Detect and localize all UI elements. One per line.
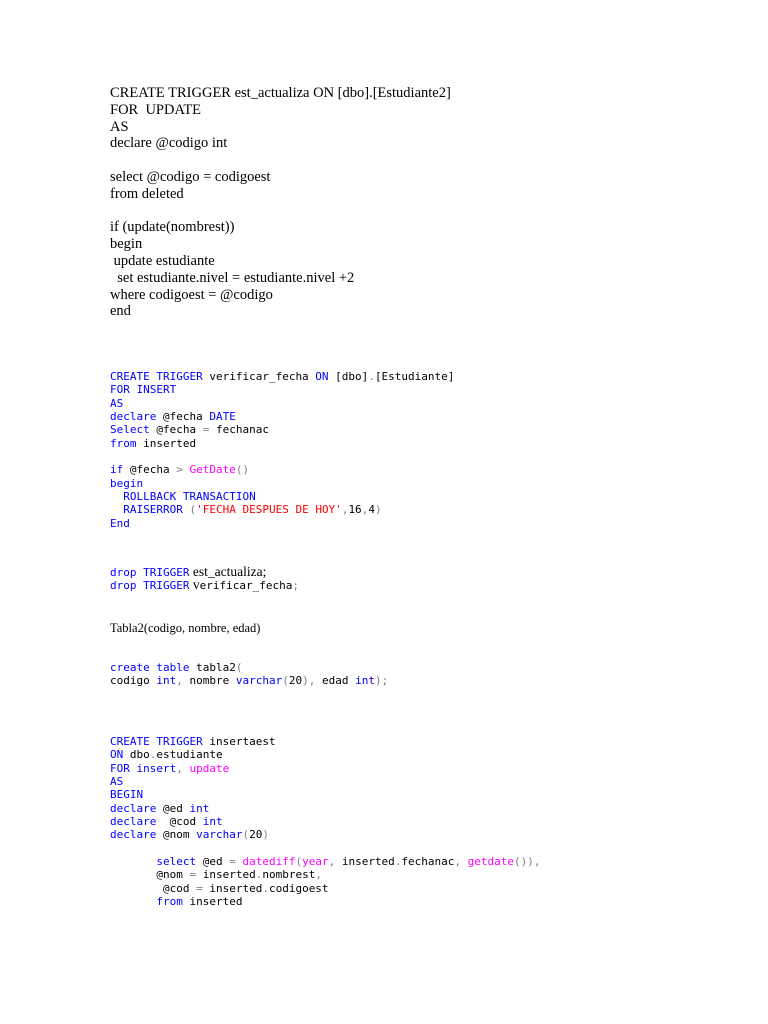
code-token: CREATE TRIGGER bbox=[110, 735, 203, 748]
code-token: erificar_fecha bbox=[215, 370, 309, 383]
code-line: select @codigo = codigoest bbox=[110, 168, 271, 185]
code-line bbox=[110, 802, 541, 815]
code-token: 20 bbox=[288, 674, 303, 688]
code-token: . bbox=[394, 855, 402, 869]
code-token: drop bbox=[110, 566, 137, 579]
code-token: BEGIN bbox=[110, 788, 144, 802]
code-token: from bbox=[110, 895, 183, 909]
code-line bbox=[110, 410, 454, 423]
code-token: Select bbox=[110, 423, 150, 437]
code-token: insertaest bbox=[202, 735, 276, 748]
code-token: . bbox=[149, 748, 157, 762]
code-token: , bbox=[176, 674, 183, 688]
code-token: int bbox=[202, 815, 223, 829]
code-line bbox=[110, 517, 454, 530]
blank-line bbox=[110, 842, 541, 855]
code-token: AS bbox=[110, 775, 124, 789]
code-line: if (update(nombrest)) bbox=[110, 219, 235, 236]
code-line bbox=[110, 397, 454, 410]
code-token: @fecha bbox=[156, 410, 210, 424]
code-token: insert bbox=[129, 761, 177, 775]
code-token: edad bbox=[315, 674, 356, 688]
code-token: ), bbox=[302, 674, 316, 688]
code-token: > bbox=[176, 463, 183, 477]
blank-line bbox=[110, 203, 451, 220]
code-token: ; bbox=[292, 579, 299, 593]
code-token: ( bbox=[295, 855, 303, 869]
code-line bbox=[110, 895, 541, 908]
code-token: if bbox=[110, 463, 124, 477]
code-token: nombrest bbox=[262, 868, 316, 882]
code-token: = bbox=[196, 881, 203, 895]
code-token: codigoest bbox=[268, 881, 329, 895]
code-line: FOR UPDATE bbox=[110, 101, 202, 118]
code-token: select bbox=[110, 855, 197, 869]
code-token: TRIGGER bbox=[136, 566, 190, 579]
code-token: inserted bbox=[202, 881, 263, 895]
code-token: @nom bbox=[156, 828, 197, 842]
code-token bbox=[461, 855, 468, 868]
code-token: ROLLBACK TRANSACTION bbox=[110, 490, 256, 504]
code-token: [Estudiante] bbox=[374, 370, 455, 383]
code-line bbox=[110, 762, 541, 775]
code-line bbox=[110, 503, 454, 516]
code-line bbox=[110, 775, 541, 788]
code-line bbox=[110, 490, 454, 503]
code-line bbox=[110, 868, 541, 881]
code-token: from bbox=[110, 436, 137, 450]
code-token: [dbo] bbox=[328, 370, 369, 383]
code-line bbox=[110, 565, 299, 578]
code-token: = bbox=[229, 855, 236, 869]
code-token: estudiante bbox=[156, 748, 223, 762]
code-token: DATE bbox=[209, 410, 236, 424]
code-line bbox=[110, 383, 454, 396]
code-token: drop bbox=[110, 579, 137, 593]
code-token: est_actualiza; bbox=[189, 564, 267, 579]
code-token: CREATE TRIGGER bbox=[110, 370, 203, 383]
code-token: 4 bbox=[368, 503, 375, 517]
code-token: @ed bbox=[196, 855, 230, 869]
code-token: @ed bbox=[156, 801, 190, 815]
code-line bbox=[110, 578, 299, 591]
trigger-est-actualiza-block bbox=[110, 85, 451, 320]
code-line: where codigoest = @codigo bbox=[110, 286, 273, 303]
code-token: int bbox=[156, 674, 177, 688]
code-token: ( bbox=[182, 503, 197, 517]
code-token: , bbox=[341, 503, 349, 517]
code-token: . bbox=[262, 881, 269, 895]
code-token: nombre bbox=[182, 674, 236, 688]
code-token: 'FECHA DESPUES DE HOY' bbox=[196, 503, 342, 517]
code-line bbox=[110, 423, 454, 436]
drop-triggers-block bbox=[110, 565, 299, 592]
code-token: = bbox=[202, 423, 210, 437]
code-line bbox=[110, 674, 388, 687]
code-token: inserted bbox=[182, 895, 243, 909]
code-token: TRIGGER bbox=[136, 579, 190, 593]
code-token: begin bbox=[110, 476, 144, 490]
code-token: End bbox=[110, 516, 130, 530]
code-token: ()), bbox=[514, 855, 541, 869]
code-token: , bbox=[315, 868, 322, 882]
code-line bbox=[110, 882, 541, 895]
code-token: varchar bbox=[196, 828, 243, 842]
code-token: 20 bbox=[249, 828, 263, 842]
code-token: ); bbox=[374, 674, 389, 688]
code-token: ( bbox=[282, 674, 289, 688]
code-token: codigo bbox=[110, 674, 157, 688]
code-token: FOR INSERT bbox=[110, 383, 177, 397]
code-token: create bbox=[110, 661, 150, 674]
code-token: AS bbox=[110, 396, 124, 410]
code-token: tabla2 bbox=[189, 661, 236, 674]
code-token: declare bbox=[110, 410, 157, 424]
code-token: int bbox=[189, 801, 210, 815]
code-line bbox=[110, 370, 454, 383]
code-line: from deleted bbox=[110, 185, 184, 202]
code-line: update estudiante bbox=[110, 252, 215, 269]
code-line bbox=[110, 437, 454, 450]
code-token: year bbox=[302, 855, 329, 869]
code-token: update bbox=[182, 761, 230, 775]
code-token: inserted bbox=[335, 855, 395, 869]
code-token: . bbox=[368, 370, 375, 383]
code-token: declare bbox=[110, 801, 157, 815]
code-token: ) bbox=[262, 828, 269, 842]
code-line: declare @codigo int bbox=[110, 135, 228, 152]
code-token: () bbox=[235, 463, 250, 477]
code-token: declare bbox=[110, 828, 157, 842]
code-token: , bbox=[454, 855, 462, 869]
code-line bbox=[110, 477, 454, 490]
code-token: = bbox=[189, 868, 197, 882]
blank-line bbox=[110, 450, 454, 463]
code-token: fechanac bbox=[401, 855, 455, 869]
code-line: end bbox=[110, 303, 131, 320]
code-token: v bbox=[202, 370, 216, 383]
code-token: ( bbox=[242, 828, 250, 842]
code-token: , bbox=[328, 855, 336, 869]
code-line: AS bbox=[110, 118, 129, 135]
code-line: set estudiante.nivel = estudiante.nivel +2 bbox=[110, 269, 355, 286]
code-line bbox=[110, 748, 541, 761]
code-token: , bbox=[176, 761, 183, 775]
code-line bbox=[110, 661, 388, 674]
code-line bbox=[110, 735, 541, 748]
code-token: dbo bbox=[123, 748, 150, 762]
code-token: GetDate bbox=[189, 463, 236, 477]
code-line bbox=[110, 463, 454, 476]
code-token: getdate bbox=[467, 855, 515, 869]
create-table-block bbox=[110, 661, 388, 688]
code-token: @nom bbox=[110, 868, 190, 882]
code-token: inserted bbox=[196, 868, 256, 882]
code-token: , bbox=[361, 503, 369, 517]
trigger-insertaest-block bbox=[110, 735, 541, 908]
code-token: ( bbox=[235, 661, 243, 674]
code-token: 16 bbox=[348, 503, 362, 517]
code-line bbox=[110, 788, 541, 801]
code-token: fechanac bbox=[209, 423, 269, 437]
code-token: int bbox=[355, 674, 375, 688]
code-token: datediff bbox=[242, 855, 296, 869]
code-line bbox=[110, 855, 541, 868]
code-token: @cod bbox=[110, 881, 197, 895]
code-line bbox=[110, 815, 541, 828]
code-token: declare bbox=[110, 815, 157, 829]
code-line: CREATE TRIGGER est_actualiza ON [dbo].[Estudiante2] bbox=[110, 85, 451, 101]
blank-line bbox=[110, 152, 451, 169]
code-token: FOR bbox=[110, 761, 130, 775]
code-token: @cod bbox=[156, 815, 203, 829]
code-line bbox=[110, 828, 541, 841]
code-token: ) bbox=[374, 503, 382, 517]
code-token: varchar bbox=[235, 674, 283, 688]
tabla2-description: Tabla2(codigo, nombre, edad) bbox=[110, 621, 261, 635]
code-token: erificar_fecha bbox=[199, 579, 293, 593]
code-token: RAISERROR bbox=[110, 503, 183, 517]
code-token: @fecha bbox=[149, 423, 203, 437]
code-token: @fecha bbox=[123, 463, 177, 477]
trigger-verificar-fecha-block bbox=[110, 370, 454, 530]
code-token: table bbox=[149, 661, 190, 674]
code-token: v bbox=[189, 577, 200, 593]
code-token: inserted bbox=[136, 436, 197, 450]
code-line: begin bbox=[110, 236, 143, 253]
code-token: ON bbox=[308, 370, 329, 383]
code-token: ON bbox=[110, 748, 124, 762]
code-token: . bbox=[255, 868, 263, 882]
